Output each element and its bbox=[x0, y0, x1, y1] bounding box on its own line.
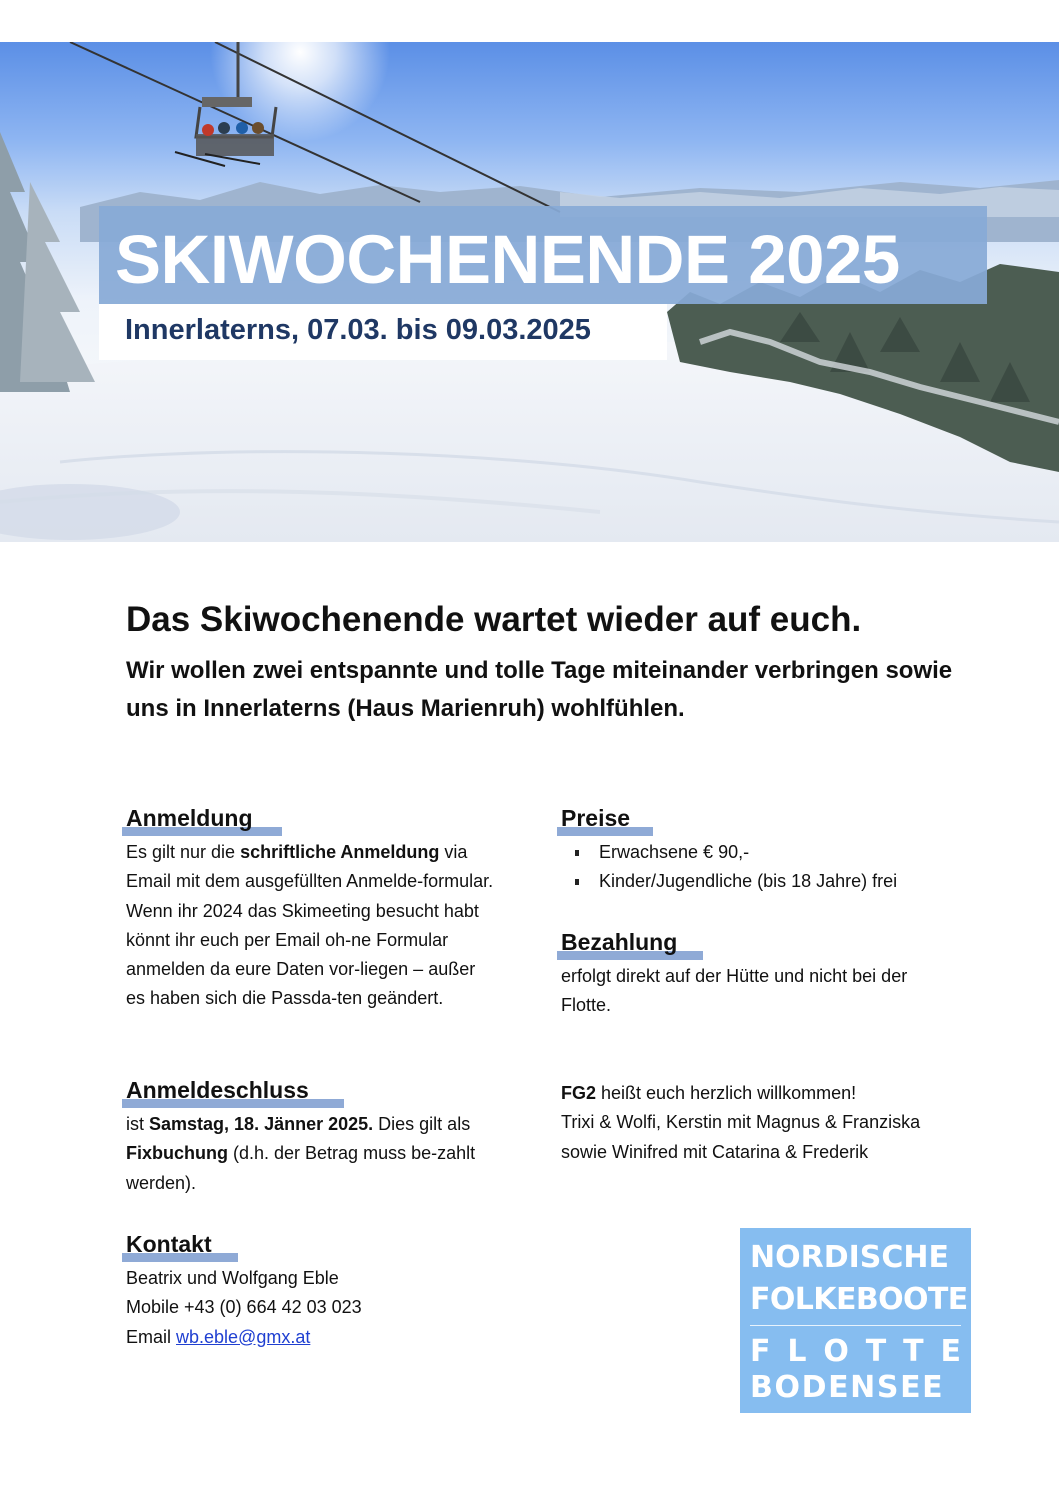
contact-name: Beatrix und Wolfgang Eble bbox=[126, 1268, 339, 1288]
intro-headline: Das Skiwochenende wartet wieder auf euch. bbox=[126, 600, 862, 639]
preise-heading: Preise bbox=[561, 804, 630, 834]
bezahlung-text: erfolgt direkt auf der Hütte und nicht bei der Flotte. bbox=[561, 966, 908, 1016]
section-anmeldeschluss bbox=[126, 1076, 506, 1198]
section-kontakt bbox=[126, 1230, 506, 1352]
contact-email-label: Email bbox=[126, 1326, 177, 1347]
hero-title-banner bbox=[99, 206, 987, 304]
price-item-adults: Erwachsene € 90,- bbox=[561, 838, 961, 867]
page-title: SKIWOCHENENDE 2025 bbox=[115, 221, 900, 298]
bezahlung-heading: Bezahlung bbox=[561, 928, 677, 958]
section-preise bbox=[561, 804, 961, 897]
event-location-dates: Innerlaterns, 07.03. bis 09.03.2025 bbox=[125, 314, 591, 346]
greeting-text: FG2 heißt euch herzlich willkommen! Trixi & Wolfi, Kerstin mit Magnus & Franziska sowie Winifred mit Catarina & Frederik bbox=[561, 1083, 921, 1162]
hero-subtitle-banner bbox=[99, 304, 667, 360]
price-item-children: Kinder/Jugendliche (bis 18 Jahre) frei bbox=[561, 867, 961, 896]
anmeldung-heading: Anmeldung bbox=[126, 804, 253, 834]
anmeldeschluss-text: ist Samstag, 18. Jänner 2025. Dies gilt als Fixbuchung (d.h. der Betrag muss be-zahlt werden). bbox=[126, 1114, 476, 1193]
anmeldeschluss-heading: Anmeldeschluss bbox=[126, 1076, 309, 1106]
kontakt-heading: Kontakt bbox=[126, 1230, 212, 1260]
nfb-logo: NORDISCHE FOLKEBOOTE F L O T T E BODENSEE bbox=[740, 1228, 971, 1413]
intro-text: Wir wollen zwei entspannte und tolle Tage miteinander verbringen sowie uns in Innerlaterns (Haus Marienruh) wohlfühlen. bbox=[126, 657, 953, 722]
price-list bbox=[561, 838, 961, 897]
hero-image bbox=[0, 42, 1059, 542]
section-anmeldung bbox=[126, 804, 496, 1014]
contact-email-link[interactable]: wb.eble@gmx.at bbox=[176, 1326, 311, 1347]
contact-mobile: Mobile +43 (0) 664 42 03 023 bbox=[126, 1297, 362, 1318]
section-bezahlung bbox=[561, 928, 961, 1021]
anmeldung-text: Es gilt nur die schriftliche Anmeldung via Email mit dem ausgefüllten Anmelde-formular. Wenn ihr 2024 das Skimeeting besucht habt könnt ihr euch per Email oh-ne Formular anmelden da eure Daten vor-liegen – außer es haben sich die Passda-ten geändert. bbox=[126, 842, 494, 1009]
